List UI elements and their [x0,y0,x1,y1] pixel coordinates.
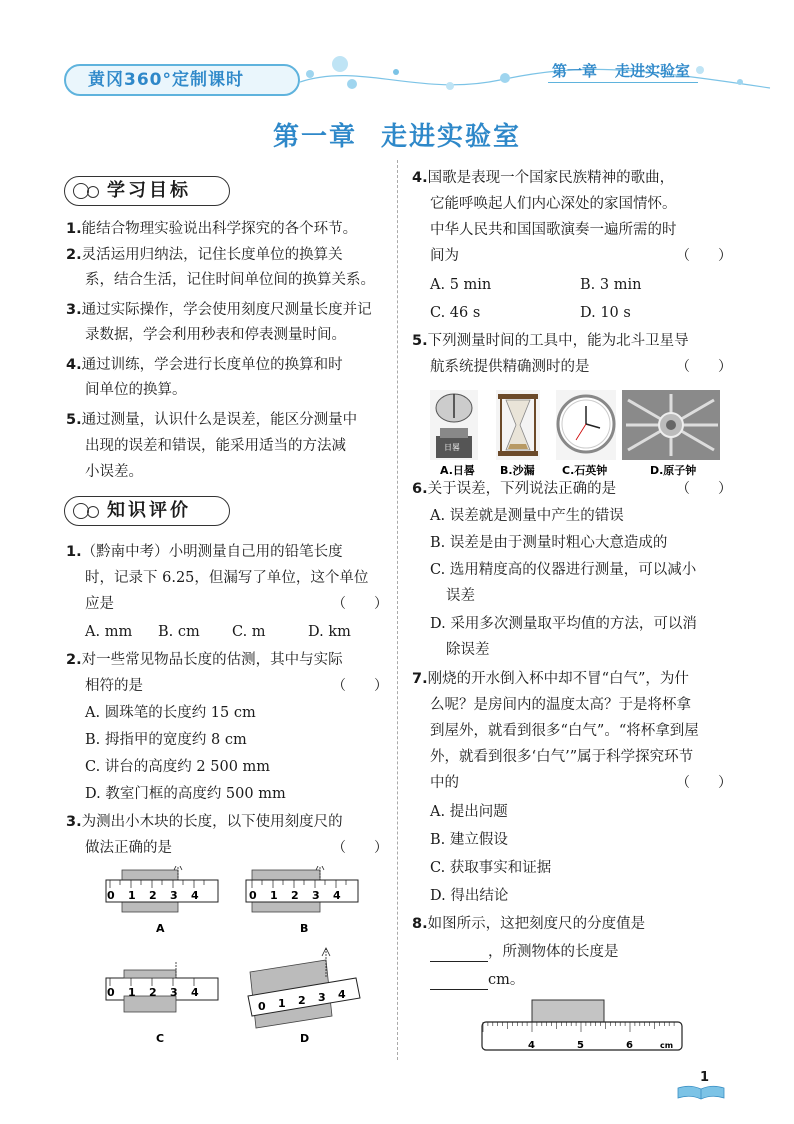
q6-opt-c-cont: 误差 [446,588,475,604]
goal-2-cont: 系，结合生活，记住时间单位间的换算关系。 [85,272,375,288]
sundial-text: 日晷 [444,443,460,452]
q3-a-tick-4: 4 [191,889,199,902]
q3-b-tick-2: 2 [291,889,299,902]
q4-opt-a: A. 5 min [430,277,492,293]
q3-c-tick-2: 2 [149,986,157,999]
q3-line1: 3.为测出小木块的长度，以下使用刻度尺的 [66,814,343,830]
q7-line2: 么呢？是房间内的温度太高？于是将杯拿 [430,697,691,713]
q1-opt-d: D. km [308,624,351,640]
section-eval-label: 知识评价 [107,500,191,521]
q3-d-tick-1: 1 [278,997,286,1010]
hourglass-image [496,390,540,460]
q6-opt-b: B. 误差是由于测量时粗心大意造成的 [430,535,668,551]
q1-opt-a: A. mm [85,624,133,640]
q6-opt-c: C. 选用精度高的仪器进行测量，可以减小 [430,562,697,578]
q8-tick-5: 5 [577,1040,584,1051]
q3-figure-b [246,866,358,935]
goal-3: 3.通过实际操作，学会使用刻度尺测量长度并记 [66,302,372,318]
section-goals-label: 学习目标 [107,180,191,201]
q3-a-tick-1: 1 [128,889,136,902]
q2-line1: 2.对一些常见物品长度的估测，其中与实际 [66,652,343,668]
header-chapter-name: 走进实验室 [615,62,691,80]
q3-answer-paren[interactable]: （ ） [332,840,388,856]
quartz-clock-image [556,390,616,460]
q2-opt-d: D. 教室门框的高度约 500 mm [85,786,286,802]
q3-label-a: A [156,922,165,935]
q1-opt-c: C. m [232,624,266,640]
q1-answer-paren[interactable]: （ ） [332,596,388,612]
column-divider [397,160,398,1060]
q7-opt-c: C. 获取事实和证据 [430,860,552,876]
goal-4-cont: 间单位的换算。 [85,382,187,398]
q8-tick-6: 6 [626,1040,633,1051]
q3-b-tick-1: 1 [270,889,278,902]
q3-label-b: B [300,922,309,935]
q8-blank-1[interactable] [430,947,488,962]
q8-line2: ，所测物体的长度是 [430,942,619,962]
goal-5: 5.通过测量，认识什么是误差，能区分测量中 [66,412,358,428]
q4-line4: 间为 [430,248,459,264]
q5-caption-b: B.沙漏 [500,464,535,477]
q4-answer-paren[interactable]: （ ） [676,248,732,264]
q3-figure-a [106,866,218,935]
q7-line1: 7.刚烧的开水倒入杯中却不冒“白气”，为什 [412,671,689,687]
q3-c-tick-4: 4 [191,986,199,999]
goal-5-cont2: 小误差。 [85,464,143,480]
q8-line3: cm。 [430,970,524,990]
goal-1: 1.能结合物理实验说出科学探究的各个环节。 [66,221,358,237]
q4-opt-d: D. 10 s [580,305,631,321]
q3-ruler-figures [100,866,390,1056]
q8-tick-4: 4 [528,1040,535,1051]
atomic-clock-image [622,390,720,460]
q3-d-tick-0: 0 [258,1000,266,1013]
q7-opt-b: B. 建立假设 [430,832,508,848]
q3-c-tick-3: 3 [170,986,178,999]
q4-line2: 它能呼唤起人们内心深处的家国情怀。 [430,196,677,212]
goal-3-cont: 录数据，学会利用秒表和停表测量时间。 [85,327,346,343]
q3-label-d: D [300,1032,310,1045]
title-chapter-no: 第一章 [272,122,357,152]
goal-2: 2.灵活运用归纳法，记住长度单位的换算关 [66,247,343,263]
q3-d-tick-3: 3 [318,991,326,1004]
q2-opt-c: C. 讲台的高度约 2 500 mm [85,759,271,775]
q3-label-c: C [156,1032,165,1045]
q3-c-tick-0: 0 [107,986,115,999]
q1-opt-b: B. cm [158,624,200,640]
q1-line1: 1.（黔南中考）小明测量自己用的铅笔长度 [66,544,343,560]
q3-b-tick-0: 0 [249,889,257,902]
q3-a-tick-0: 0 [107,889,115,902]
q2-opt-a: A. 圆珠笔的长度约 15 cm [85,705,256,721]
q3-b-tick-3: 3 [312,889,320,902]
q2-opt-b: B. 拇指甲的宽度约 8 cm [85,732,247,748]
section-eval [64,496,230,526]
q3-d-tick-4: 4 [338,988,346,1001]
q6-opt-d-cont: 除误差 [446,642,490,658]
q8-unit: cm [660,1041,674,1050]
q3-a-tick-3: 3 [170,889,178,902]
q5-line2: 航系统提供精确测时的是 [430,359,590,375]
goal-4: 4.通过训练，学会进行长度单位的换算和时 [66,357,343,373]
q8-blank-2[interactable] [430,975,488,990]
header-underline [548,82,698,83]
q5-images [428,388,728,478]
q6-opt-a: A. 误差就是测量中产生的错误 [430,508,624,524]
q7-line5: 中的 [430,775,459,791]
q3-figure-c [106,962,218,1045]
q1-line2: 时，记录下 6.25，但漏写了单位，这个单位 [85,570,369,586]
q6-opt-d: D. 采用多次测量取平均值的方法，可以消 [430,616,697,632]
q7-line4: 外，就看到很多‘白气’”属于科学探究环节 [430,749,694,765]
q7-opt-d: D. 得出结论 [430,888,509,904]
q4-opt-b: B. 3 min [580,277,642,293]
q3-d-tick-2: 2 [298,994,306,1007]
q3-line2: 做法正确的是 [85,840,172,856]
q5-caption-d: D.原子钟 [650,464,697,477]
q3-c-tick-1: 1 [128,986,136,999]
q4-opt-c: C. 46 s [430,305,481,321]
title-chapter-name: 走进实验室 [381,122,522,152]
sundial-image [430,390,478,460]
q6-answer-paren[interactable]: （ ） [676,481,732,497]
q5-answer-paren[interactable]: （ ） [676,359,732,375]
q3-figure-d [248,948,360,1045]
q5-line1: 5.下列测量时间的工具中，能为北斗卫星导 [412,333,689,349]
page-title [0,116,794,153]
q7-opt-a: A. 提出问题 [430,804,508,820]
q2-line2: 相符的是 [85,678,143,694]
page-number: 1 [700,1070,710,1085]
brand-title: 黄冈360°定制课时 [88,70,244,90]
q6-line1: 6.关于误差，下列说法正确的是 [412,481,617,497]
q4-line3: 中华人民共和国国歌演奏一遍所需的时 [430,222,677,238]
q1-line3: 应是 [85,596,114,612]
goal-5-cont1: 出现的误差和错误，能采用适当的方法减 [85,438,346,454]
q8-line1: 8.如图所示，这把刻度尺的分度值是 [412,916,646,932]
q3-a-tick-2: 2 [149,889,157,902]
q5-caption-c: C.石英钟 [562,464,608,477]
q8-ruler-figure [480,998,690,1058]
q7-answer-paren[interactable]: （ ） [676,775,732,791]
book-icon [676,1084,726,1100]
header-chapter [552,60,708,81]
q2-answer-paren[interactable]: （ ） [332,678,388,694]
q3-b-tick-4: 4 [333,889,341,902]
q5-caption-a: A.日晷 [440,464,475,477]
header-chapter-no: 第一章 [552,62,598,80]
q7-line3: 到屋外，就看到很多“白气”。“将杯拿到屋 [430,723,699,739]
q4-line1: 4.国歌是表现一个国家民族精神的歌曲， [412,170,675,186]
section-goals [64,176,230,206]
